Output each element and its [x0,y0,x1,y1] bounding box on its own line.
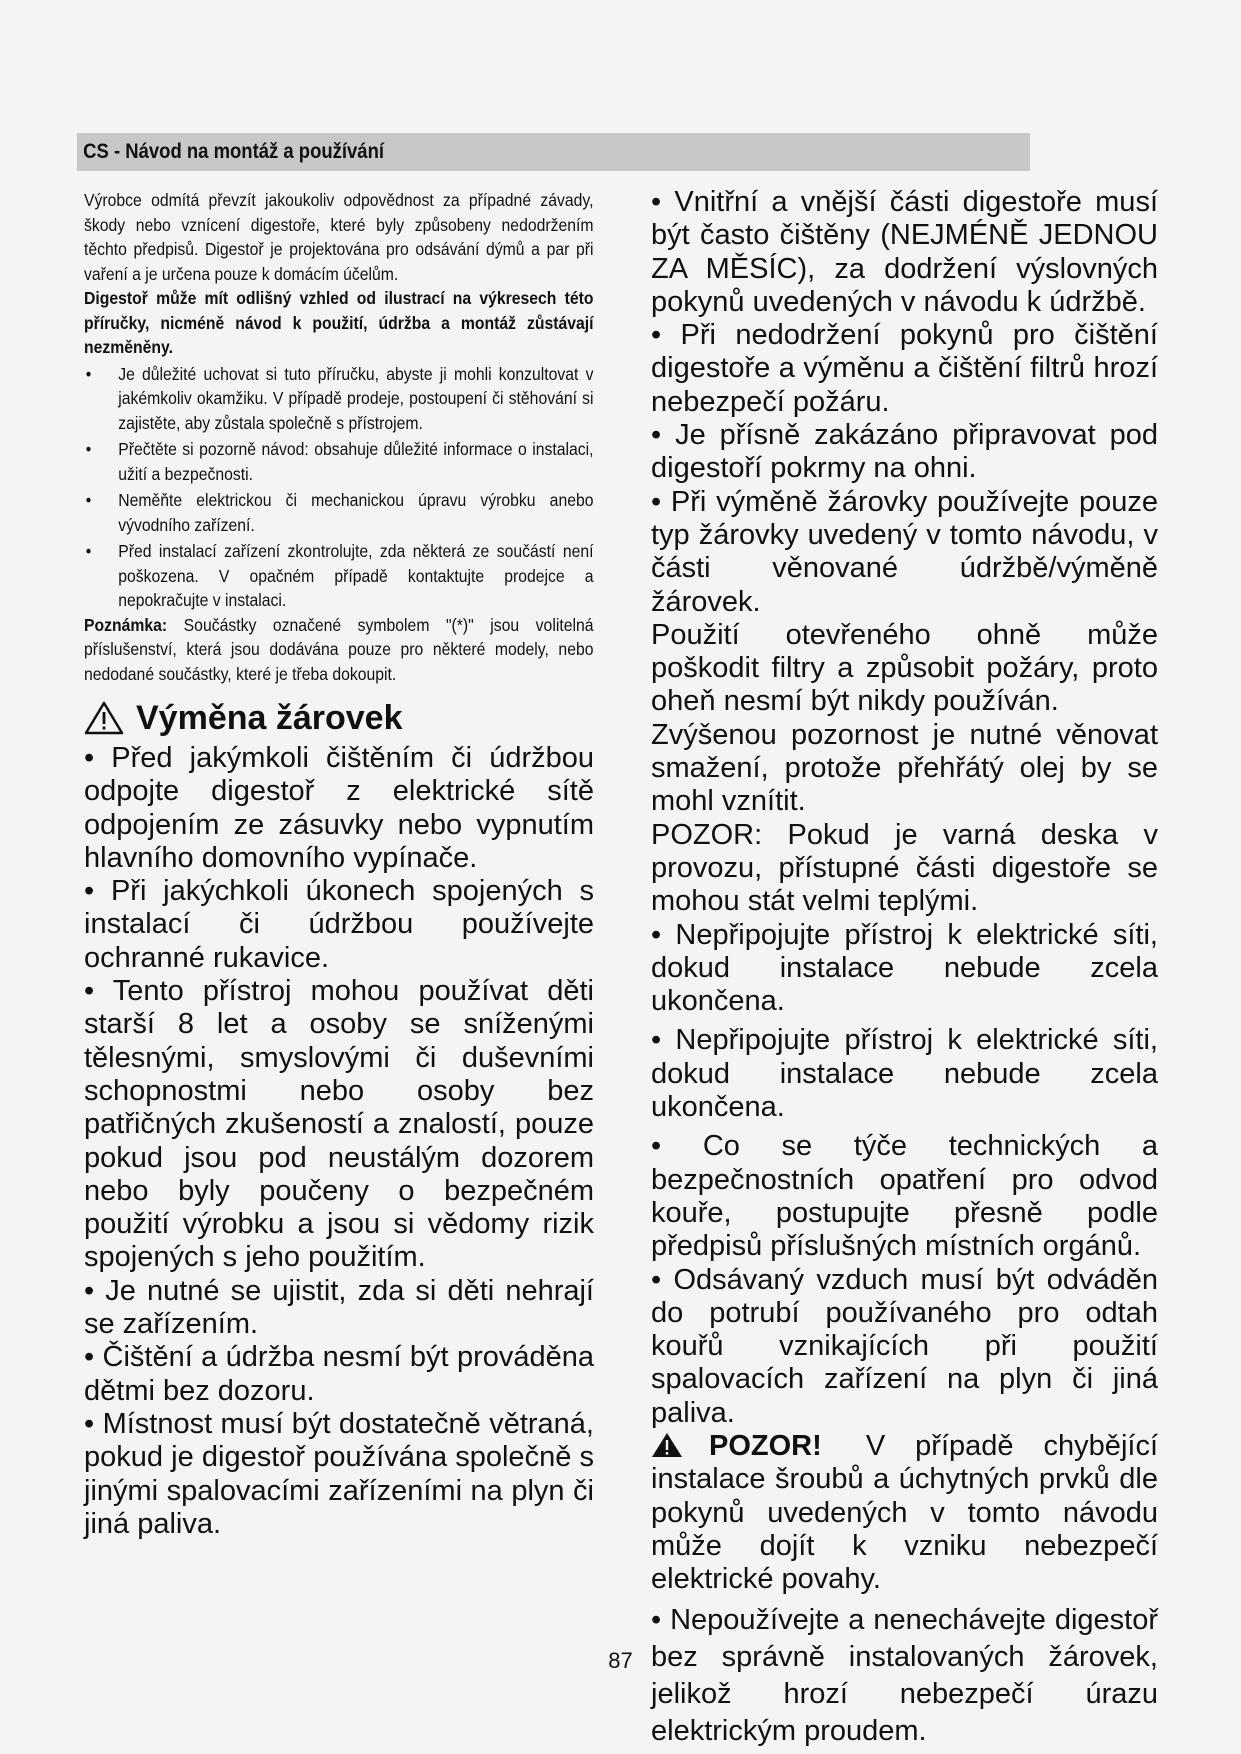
intro-paragraph: Výrobce odmítá převzít jakoukoliv odpovědnost za případné závady, škody nebo vznícení digestoře, které byly způsobeny nedodržením těchto předpisů. Digestoř je projektována pro odsávání dýmů a par při vaření a je určena pouze k domácím účelům. [84,190,594,284]
paragraph: • Při jakýchkoli úkonech spojených s instalací či údržbou používejte ochranné rukavice. [84,875,594,974]
list-item: • Neměňte elektrickou či mechanickou úpravu výrobku anebo vývodního zařízení. [84,488,593,537]
page-number: 87 [608,1648,633,1673]
right-column [651,186,1158,1750]
paragraph: • Při nedodržení pokynů pro čištění digestoře a výměnu a čištění filtrů hrozí nebezpečí požáru. [651,319,1158,418]
paragraph: • Při výměně žárovky používejte pouze typ žárovky uvedený v tomto návodu, v části věnované údržbě/výměně žárovek. [651,485,1158,618]
paragraph: Zvýšenou pozornost je nutné věnovat smažení, protože přehřátý olej by se mohl vznítit. [651,718,1158,818]
paragraph: • Čištění a údržba nesmí být prováděna dětmi bez dozoru. [84,1341,594,1407]
paragraph: POZOR: Pokud je varná deska v provozu, přístupné části digestoře se mohou stát velmi teplými. [651,818,1158,918]
left-big-text [84,742,594,1541]
paragraph: • Co se týče technických a bezpečnostních opatření pro odvod kouře, postupujte přesně podle předpisů příslušných místních orgánů. [651,1130,1158,1263]
note-text: Součástky označené symbolem "(*)" jsou volitelná příslušenství, která jsou dodávána pouze pro některé modely, nebo nedodané součástky, které je třeba dokoupit. [84,614,594,684]
pozor-label: POZOR! [709,1429,822,1462]
intro-block [84,188,593,686]
intro-bold-paragraph: Digestoř může mít odlišný vzhled od ilustrací na výkresech této příručky, nicméně návod k použití, údržba a montáž zůstávají nezměněny. [84,288,594,357]
list-item: • Před instalací zařízení zkontrolujte, zda některá ze součástí není poškozena. V opačném případě kontaktujte prodejce a nepokračujte v instalaci. [84,539,593,613]
paragraph: • Vnitřní a vnější části digestoře musí být často čištěny (NEJMÉNĚ JEDNOU ZA MĚSÍC), za dodržení výslovných pokynů uvedených v návodu k údržbě. [651,186,1158,318]
paragraph: • Je přísně zakázáno připravovat pod digestoří pokrmy na ohni. [651,419,1158,485]
pozor-paragraph [651,1430,1158,1596]
paragraph: • Nepřipojujte přístroj k elektrické síti, dokud instalace nebude zcela ukončena. [651,1024,1158,1124]
paragraph: • Odsávaný vzduch musí být odváděn do potrubí používaného pro odtah kouřů vznikajících při použití spalovacích zařízení na plyn či jiná paliva. [651,1263,1158,1429]
pozor-text: V případě chybějící instalace šroubů a úchytných prvků dle pokynů uvedených v tomto návodu může dojít k vzniku nebezpečí elektrické povahy. [651,1429,1158,1596]
paragraph: • Nepoužívejte a nenechávejte digestoř bez správně instalovaných žárovek, jelikož hrozí nebezpečí úrazu elektrickým proudem. [651,1604,1158,1748]
paragraph: • Je nutné se ujistit, zda si děti nehrají se zařízením. [84,1274,594,1341]
note-label: Poznámka: [84,614,168,635]
paragraph: • Před jakýmkoli čištěním či údržbou odpojte digestoř z elektrické sítě odpojením ze zásuvky nebo vypnutím hlavního domovního vypínače. [84,742,594,874]
left-column [84,188,594,1541]
paragraph: • Nepřipojujte přístroj k elektrické síti, dokud instalace nebude zcela ukončena. [651,918,1158,1018]
paragraph: • Tento přístroj mohou používat děti starší 8 let a osoby se sníženými tělesnými, smyslovými či duševními schopnostmi nebo osoby bez patřičných zkušeností a znalostí, pouze pokud jsou pod neustálým dozorem nebo byly poučeny o bezpečném použití výrobku a jsou si vědomy rizik spojených s jeho použitím. [84,975,594,1274]
section-header: CS - Návod na montáž a používání [77,133,1030,171]
section-title [84,698,594,738]
note-paragraph [84,613,593,687]
list-item: • Je důležité uchovat si tuto příručku, abyste ji mohli konzultovat v jakémkoliv okamžiku. V případě prodeje, postoupení či stěhování si zajistěte, aby zůstala společně s přístrojem. [84,362,593,436]
section-title-text: Výměna žárovek [136,699,403,737]
warning-filled-icon [651,1432,683,1458]
list-item: • Přečtěte si pozorně návod: obsahuje důležité informace o instalaci, užití a bezpečnosti. [84,437,593,486]
paragraph: Použití otevřeného ohně může poškodit filtry a způsobit požáry, proto oheň nesmí být nikdy používán. [651,618,1158,718]
intro-bullet-list [84,362,593,613]
warning-triangle-icon [84,701,124,735]
paragraph: • Místnost musí být dostatečně větraná, pokud je digestoř používána společně s jinými spalovacími zařízeními na plyn či jiná paliva. [84,1407,594,1540]
